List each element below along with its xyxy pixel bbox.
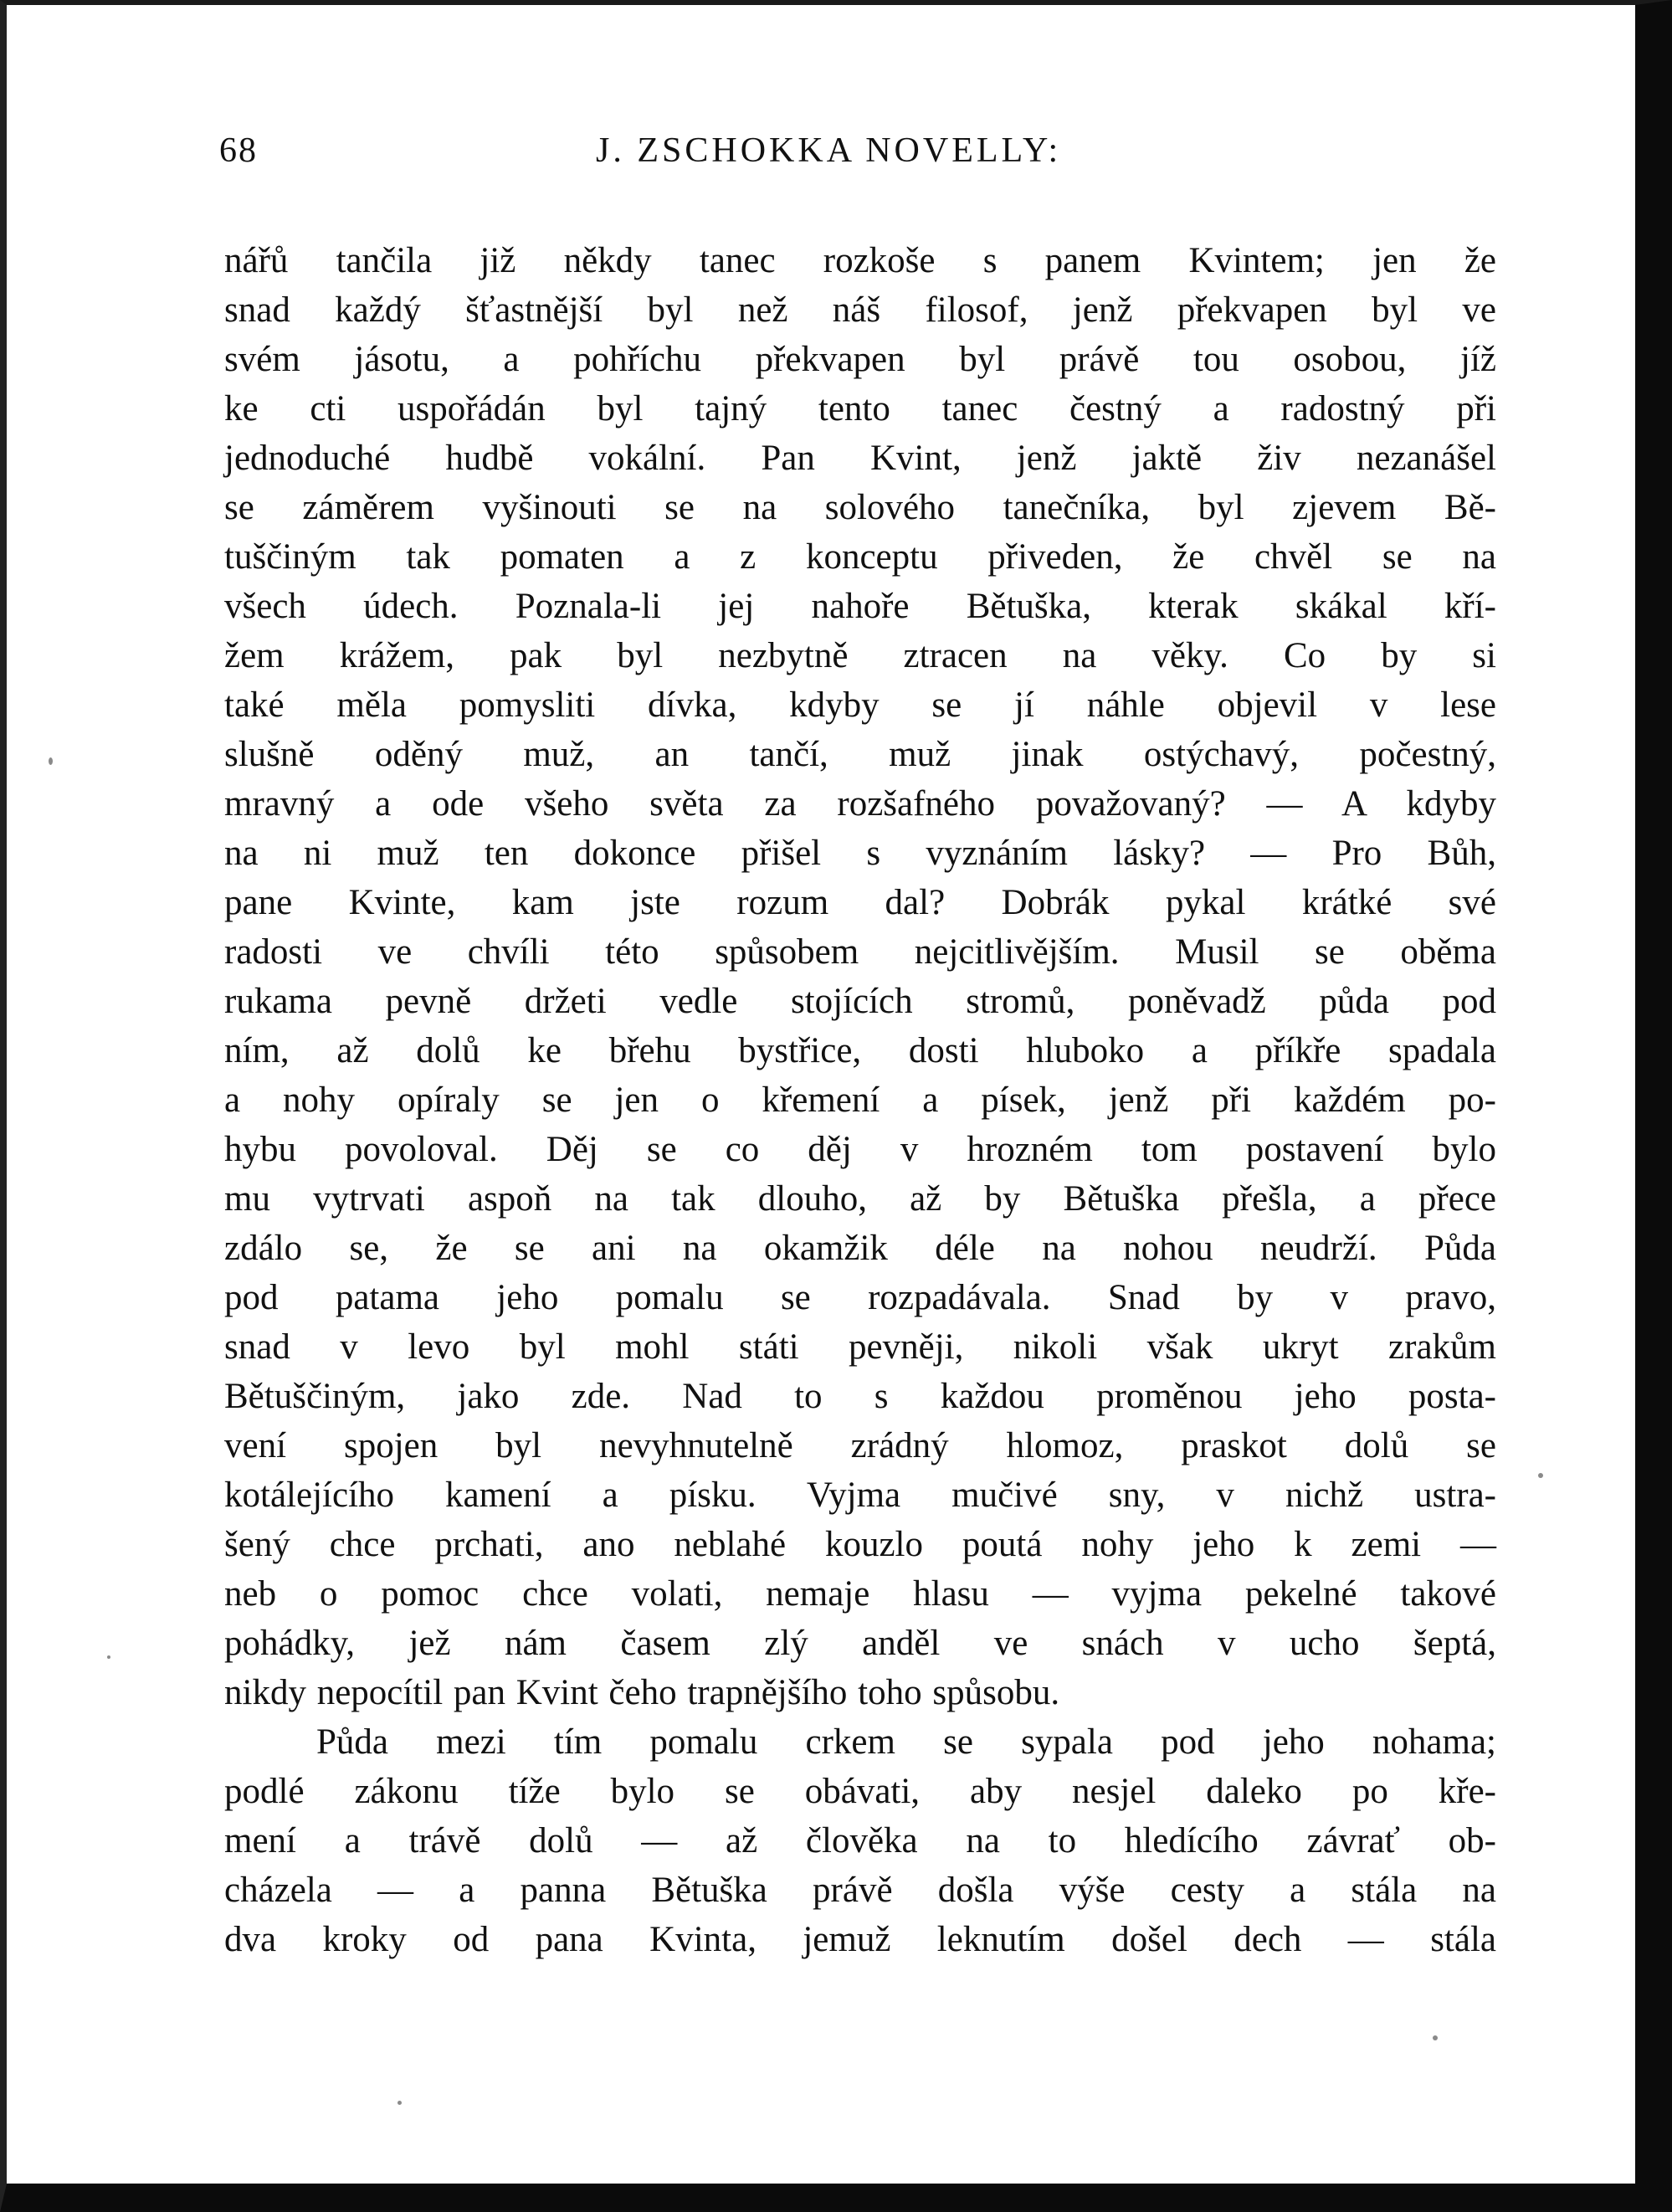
text-line: také měla pomysliti dívka, kdyby se jí náhle objevil v lese: [224, 685, 1496, 725]
text-line: svém jásotu, a pohříchu překvapen byl právě tou osobou, jíž: [224, 340, 1496, 379]
text-line: a nohy opíraly se jen o křemení a písek, jenž při každém po-: [224, 1080, 1496, 1120]
text-line: kotálejícího kamení a písku. Vyjma mučivé sny, v nichž ustra-: [224, 1476, 1496, 1515]
scan-speck: [107, 1655, 110, 1659]
text-line: rukama pevně držeti vedle stojících stromů, poněvadž půda pod: [224, 982, 1496, 1021]
text-line: slušně oděný muž, an tančí, muž jinak ostýchavý, počestný,: [224, 735, 1496, 774]
scan-speck: [397, 2101, 402, 2105]
text-line: tuščiným tak pomaten a z konceptu přiveden, že chvěl se na: [224, 537, 1496, 577]
scan-speck: [1433, 2035, 1438, 2040]
text-line: Bětuščiným, jako zde. Nad to s každou proměnou jeho posta-: [224, 1377, 1496, 1416]
text-line: zdálo se, že se ani na okamžik déle na nohou neudrží. Půda: [224, 1229, 1496, 1268]
text-line: na ni muž ten dokonce přišel s vyznáním lásky? — Pro Bůh,: [224, 834, 1496, 873]
text-line: mravný a ode všeho světa za rozšafného považovaný? — A kdyby: [224, 784, 1496, 824]
page-number: 68: [219, 131, 258, 170]
text-line: radosti ve chvíli této spůsobem nejcitlivějším. Musil se oběma: [224, 932, 1496, 972]
text-line: pohádky, jež nám časem zlý anděl ve snách v ucho šeptá,: [224, 1624, 1496, 1663]
text-line: cházela — a panna Bětuška právě došla výše cesty a stála na: [224, 1871, 1496, 1910]
text-line: snad v levo byl mohl státi pevněji, nikoli však ukryt zrakům: [224, 1327, 1496, 1367]
text-line: hybu povoloval. Děj se co děj v hrozném tom postavení bylo: [224, 1130, 1496, 1169]
text-line: vení spojen byl nevyhnutelně zrádný hlomoz, praskot dolů se: [224, 1426, 1496, 1465]
body-text: [224, 236, 1496, 1964]
scan-speck: [1538, 1473, 1543, 1478]
page-header: [219, 131, 1500, 181]
running-title: J. ZSCHOKKA NOVELLY:: [596, 131, 1062, 170]
text-line: pane Kvinte, kam jste rozum dal? Dobrák pykal krátké své: [224, 883, 1496, 922]
text-line: mu vytrvati aspoň na tak dlouho, až by Bětuška přešla, a přece: [224, 1179, 1496, 1219]
text-line: snad každý šťastnější byl než náš filosof, jenž překvapen byl ve: [224, 290, 1496, 330]
text-line: dva kroky od pana Kvinta, jemuž leknutím došel dech — stála: [224, 1920, 1496, 1959]
text-line: Půda mezi tím pomalu crkem se sypala pod jeho nohama;: [316, 1722, 1496, 1762]
text-line: ke cti uspořádán byl tajný tento tanec čestný a radostný při: [224, 389, 1496, 429]
text-line: všech údech. Poznala-li jej nahoře Bětuška, kterak skákal kří-: [224, 587, 1496, 626]
text-line: mení a trávě dolů — až člověka na to hledícího závrať ob-: [224, 1821, 1496, 1860]
text-line: pod patama jeho pomalu se rozpadávala. Snad by v pravo,: [224, 1278, 1496, 1317]
text-line: jednoduché hudbě vokální. Pan Kvint, jenž jaktě živ nezanášel: [224, 439, 1496, 478]
scan-speck: [49, 757, 53, 765]
text-line: neb o pomoc chce volati, nemaje hlasu — vyjma pekelné takové: [224, 1574, 1496, 1614]
text-line: podlé zákonu tíže bylo se obávati, aby nesjel daleko po kře-: [224, 1772, 1496, 1811]
text-line: šený chce prchati, ano neblahé kouzlo poutá nohy jeho k zemi —: [224, 1525, 1496, 1564]
text-line: ním, až dolů ke břehu bystřice, dosti hluboko a příkře spadala: [224, 1031, 1496, 1070]
text-line: se záměrem vyšinouti se na solového tanečníka, byl zjevem Bě-: [224, 488, 1496, 527]
text-line: nikdy nepocítil pan Kvint čeho trapnějšího toho spůsobu.: [224, 1673, 1060, 1712]
text-line: nářů tančila již někdy tanec rozkoše s panem Kvintem; jen že: [224, 241, 1496, 280]
text-line: žem krážem, pak byl nezbytně ztracen na věky. Co by si: [224, 636, 1496, 675]
